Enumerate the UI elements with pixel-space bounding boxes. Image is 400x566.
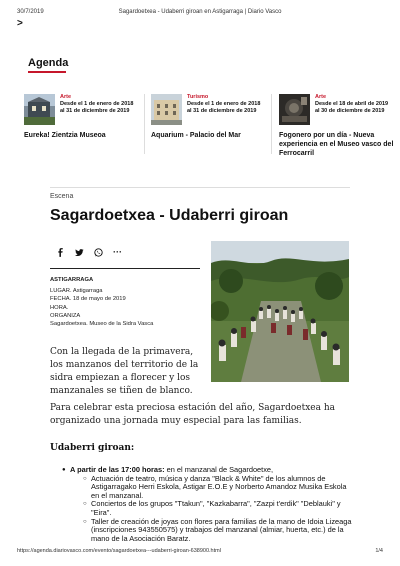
card-category: Turismo <box>187 94 209 100</box>
event-info <box>50 276 205 328</box>
print-footer <box>17 548 383 558</box>
card-meta <box>60 94 144 116</box>
agenda-card[interactable] <box>24 94 142 154</box>
card-divider <box>144 94 145 154</box>
card-title[interactable]: Aquarium - Palacio del Mar <box>151 132 241 139</box>
card-thumbnail[interactable] <box>279 94 310 125</box>
agenda-card[interactable] <box>279 94 397 157</box>
card-title[interactable]: Eureka! Zientzia Museoa <box>24 132 106 139</box>
event-photo <box>211 241 349 382</box>
print-date: 30/7/2019 <box>17 9 44 15</box>
card-date-to: al 31 de diciembre de 2019 <box>60 108 130 115</box>
activity-list <box>62 466 352 543</box>
card-thumbnail[interactable] <box>151 94 182 125</box>
activity-sublist <box>83 475 352 544</box>
article-paragraph: Para celebrar esta preciosa estación del año, Sagardoetxea ha organizado una jornada muy especial para las familias. <box>50 403 335 426</box>
card-category: Arte <box>315 94 327 100</box>
card-meta <box>187 94 271 116</box>
chevron-right-icon[interactable]: > <box>17 18 23 29</box>
event-place: LUGAR. Astigarraga <box>50 288 103 295</box>
article-kicker[interactable]: Escena <box>50 193 74 200</box>
event-organizer-label: ORGANIZA <box>50 312 81 319</box>
list-item <box>62 466 352 543</box>
card-divider <box>271 94 272 154</box>
share-bar <box>56 246 122 258</box>
twitter-icon[interactable] <box>75 248 84 257</box>
event-hour: HORA. <box>50 304 69 311</box>
list-item: ○ Conciertos de los grupos "Ttakun", "Kazkabarra", "Zazpi t'erdik" "Deblauki" y "Eira". <box>83 500 352 517</box>
print-page-number: 1/4 <box>375 548 383 554</box>
more-options-icon[interactable]: ··· <box>113 246 122 257</box>
card-meta <box>315 94 399 116</box>
event-date: FECHA. 18 de mayo de 2019 <box>50 296 126 303</box>
facebook-icon[interactable] <box>56 248 65 257</box>
list-item: ○ Taller de creación de joyas con flores para familias de la mano de Idoia Lizeaga (inscripciones 943550575) y trabajos del manzanal (almiar, huerta, etc.) de la mano de la Asociación Baratz. <box>83 518 352 544</box>
card-category: Arte <box>60 94 72 100</box>
event-location-head: ASTIGARRAGA <box>50 277 94 283</box>
list-item-place: en el manzanal de Sagardoetxe, <box>164 465 274 474</box>
whatsapp-icon[interactable] <box>94 248 103 257</box>
article-title: Sagardoetxea - Udaberri giroan <box>50 207 289 224</box>
card-date-from: Desde el 1 de enero de 2018 <box>60 101 134 108</box>
section-divider <box>50 187 350 188</box>
agenda-card[interactable] <box>151 94 269 154</box>
print-doc-title: Sagardoetxea - Udaberri giroan en Astigarraga | Diario Vasco <box>118 9 282 15</box>
card-thumbnail[interactable] <box>24 94 55 125</box>
card-title[interactable]: Fogonero por un día - Nueva experiencia en el Museo vasco del Ferrocarril <box>279 132 394 157</box>
event-organizer: Sagardoetxea. Museo de la Sidra Vasca <box>50 321 154 328</box>
list-item: ○ Actuación de teatro, música y danza "Black & White" de los alumnos de Astigarragako Herri Eskola, Astigar E.O.E y Norberto Amandoz Musika Eskola en el manzanal. <box>83 475 352 501</box>
card-date-to: al 31 de diciembre de 2019 <box>187 108 257 115</box>
card-date-from: Desde el 18 de abril de 2019 <box>315 101 389 108</box>
info-rule <box>50 268 200 269</box>
article-subheading: Udaberri giroan: <box>50 443 135 453</box>
card-date-to: al 30 de diciembre de 2019 <box>315 108 385 115</box>
print-header <box>17 9 383 19</box>
section-title-agenda[interactable]: Agenda <box>28 57 69 69</box>
list-item-time: A partir de las 17:00 horas: <box>70 465 165 474</box>
section-underline <box>28 71 66 73</box>
card-date-from: Desde el 1 de enero de 2018 <box>187 101 261 108</box>
article-lead: Con la llegada de la primavera, los manzanos del territorio de la sidra empiezan a florecer y los manzanales se tiñen de blanco. <box>50 347 199 396</box>
print-url[interactable]: https://agenda.diariovasco.com/evento/sagardoetxea---udaberri-giroan-638900.html <box>17 548 221 554</box>
